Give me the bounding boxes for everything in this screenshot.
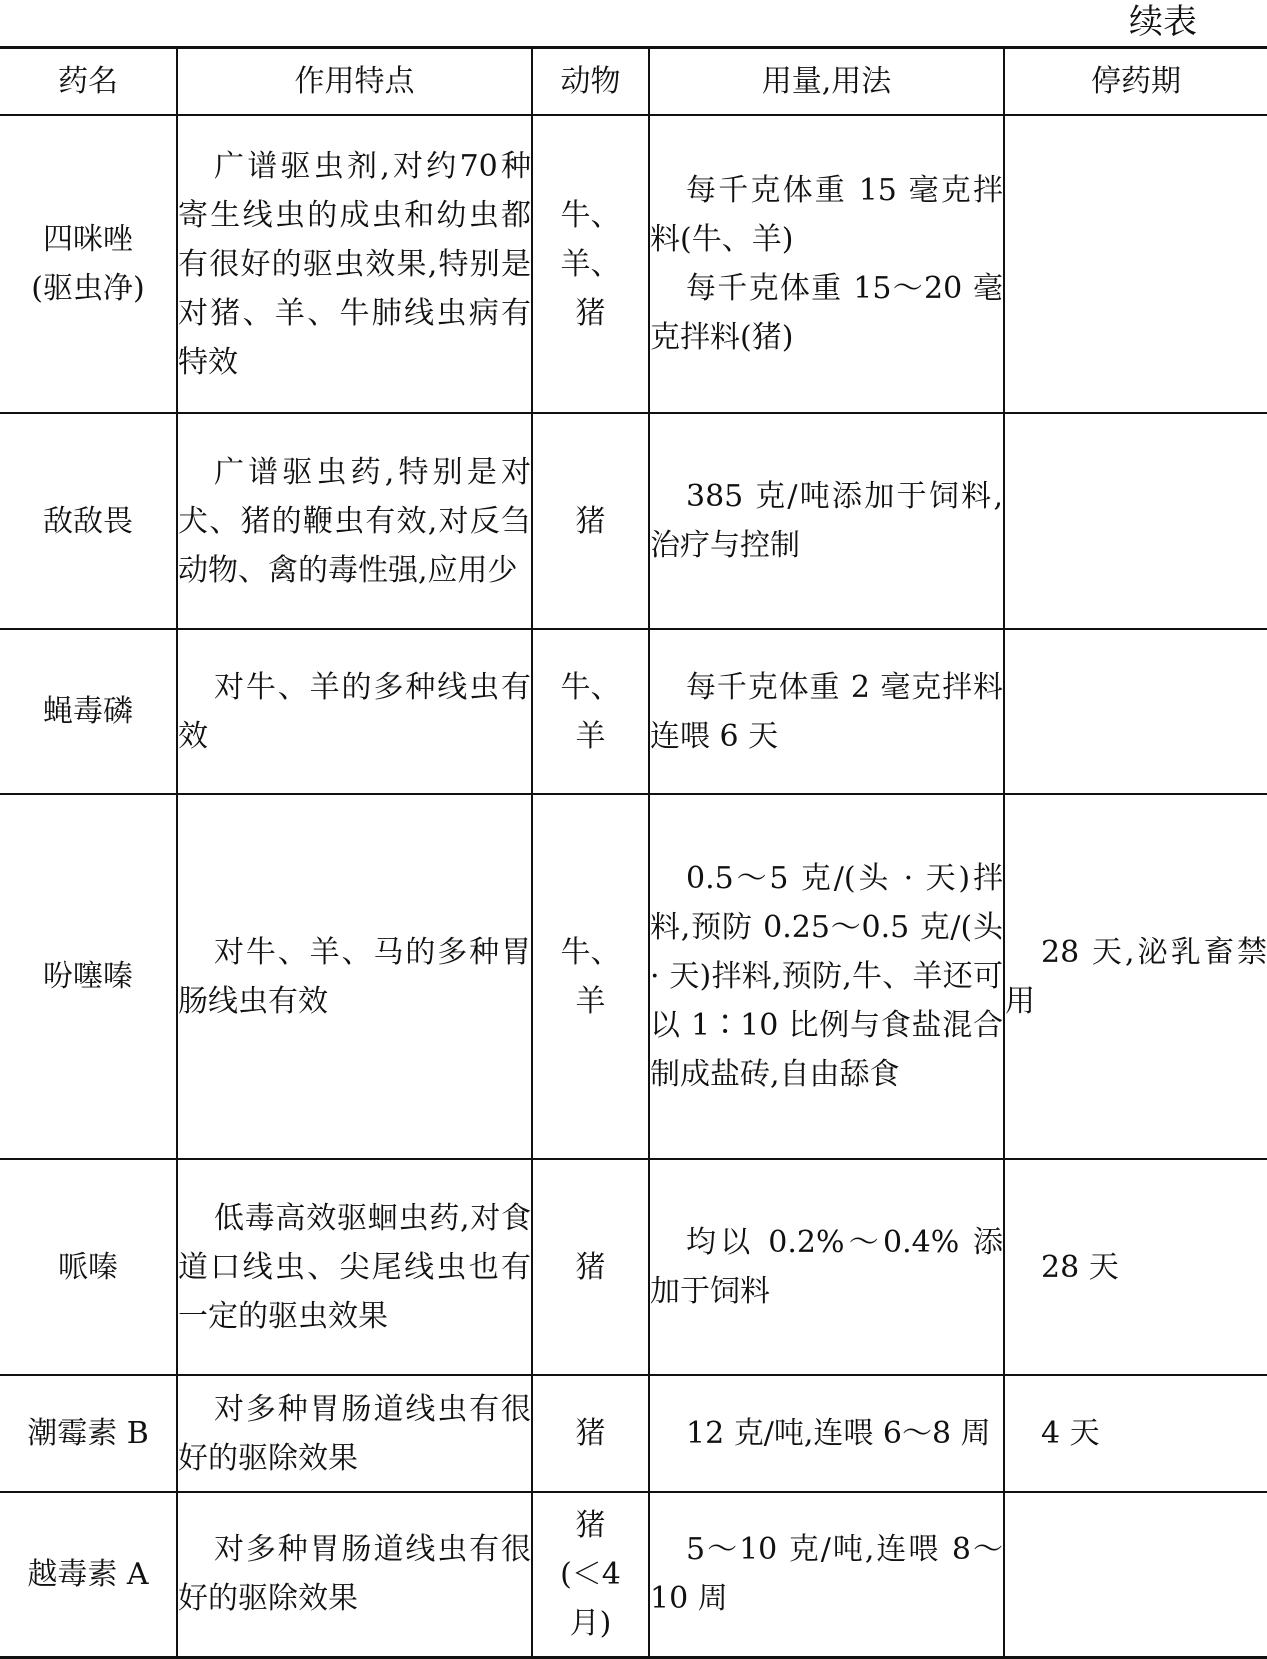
- drug-name-cell: [0, 794, 177, 1159]
- withdrawal-cell: [1004, 413, 1267, 629]
- drug-name-cell: [0, 413, 177, 629]
- features-text: 广谱驱虫药,特别是对犬、猪的鞭虫有效,对反刍动物、禽的毒性强,应用少: [178, 454, 531, 588]
- animal-text: 猪: [575, 1416, 606, 1451]
- animal-cell: [532, 1492, 649, 1657]
- features-cell: [177, 413, 532, 629]
- dosage-cell: [649, 1492, 1004, 1657]
- drug-name-cell: [0, 1159, 177, 1375]
- drug-name: 四咪唑: [43, 222, 133, 257]
- dosage-text: 每千克体重 2 毫克拌料连喂 6 天: [650, 669, 1003, 754]
- dosage-cell: [649, 413, 1004, 629]
- drug-name: 吩噻嗪: [43, 959, 133, 994]
- dosage-cell: [649, 1375, 1004, 1492]
- animal-text: 月): [569, 1605, 612, 1641]
- header-features: 作用特点: [177, 48, 532, 116]
- drug-table: [0, 46, 1267, 1659]
- dosage-cell: [649, 629, 1004, 794]
- dosage-text: 每千克体重 15～20 毫克拌料(猪): [650, 271, 1003, 355]
- header-name: 药名: [0, 48, 177, 116]
- drug-name-cell: [0, 1375, 177, 1492]
- animal-text: 羊: [575, 983, 606, 1019]
- drug-name-cell: [0, 115, 177, 413]
- header-dosage: 用量,用法: [649, 48, 1004, 116]
- withdrawal-cell: [1004, 1492, 1267, 1657]
- animal-text: 牛、: [560, 669, 621, 705]
- animal-text: 羊: [575, 718, 606, 754]
- animal-cell: [532, 794, 649, 1159]
- table-row: [0, 1375, 1267, 1492]
- animal-text: 猪: [575, 503, 606, 539]
- dosage-text: 5～10 克/吨,连喂 8～10 周: [650, 1532, 1003, 1617]
- withdrawal-text: 28 天: [1041, 1249, 1119, 1285]
- features-cell: [177, 1492, 532, 1657]
- animal-text: 牛、: [560, 934, 621, 970]
- features-cell: [177, 794, 532, 1159]
- animal-cell: [532, 115, 649, 413]
- drug-name: 敌敌畏: [43, 503, 133, 539]
- dosage-text: 0.5～5 克/(头 · 天)拌料,预防 0.25～0.5 克/(头 · 天)拌料,预防,牛、羊还可以 1∶10 比例与食盐混合制成盐砖,自由舔食: [650, 861, 1003, 1092]
- drug-name: 蝇毒磷: [43, 694, 133, 729]
- dosage-text: 均以 0.2%～0.4% 添加于饲料: [650, 1225, 1003, 1309]
- withdrawal-cell: [1004, 794, 1267, 1159]
- table-row: [0, 794, 1267, 1159]
- features-text: 对多种胃肠道线虫有很好的驱除效果: [178, 1391, 531, 1476]
- animal-cell: [532, 629, 649, 794]
- drug-name-cell: [0, 629, 177, 794]
- header-row: [0, 48, 1267, 116]
- header-animal: 动物: [532, 48, 649, 116]
- animal-cell: [532, 413, 649, 629]
- animal-text: 羊、: [560, 246, 621, 282]
- withdrawal-cell: [1004, 629, 1267, 794]
- drug-name: 哌嗪: [58, 1249, 118, 1285]
- animal-text: 猪: [575, 1249, 606, 1285]
- withdrawal-cell: [1004, 1159, 1267, 1375]
- animal-text: 猪: [575, 295, 606, 331]
- table-row: [0, 115, 1267, 413]
- dosage-cell: [649, 1159, 1004, 1375]
- dosage-cell: [649, 115, 1004, 413]
- features-text: 对牛、羊的多种线虫有效: [178, 669, 531, 754]
- features-text: 低毒高效驱蛔虫药,对食道口线虫、尖尾线虫也有一定的驱虫效果: [178, 1200, 531, 1334]
- features-cell: [177, 1375, 532, 1492]
- features-text: 对牛、羊、马的多种胃肠线虫有效: [178, 934, 531, 1019]
- features-cell: [177, 629, 532, 794]
- table-row: [0, 1492, 1267, 1657]
- features-text: 广谱驱虫剂,对约70种寄生线虫的成虫和幼虫都有很好的驱虫效果,特别是对猪、羊、牛肺线虫病有特效: [178, 148, 531, 380]
- drug-name: 越毒素 A: [27, 1556, 149, 1592]
- animal-text: (＜4: [560, 1556, 621, 1592]
- withdrawal-text: 4 天: [1041, 1416, 1100, 1451]
- animal-text: 猪: [575, 1507, 606, 1543]
- features-text: 对多种胃肠道线虫有很好的驱除效果: [178, 1532, 531, 1617]
- features-cell: [177, 115, 532, 413]
- drug-alias: (驱虫净): [31, 271, 145, 306]
- withdrawal-cell: [1004, 115, 1267, 413]
- header-withdrawal: 停药期: [1004, 48, 1267, 116]
- drug-name-cell: [0, 1492, 177, 1657]
- table-row: [0, 1159, 1267, 1375]
- continued-label: 续表: [1129, 2, 1197, 42]
- animal-cell: [532, 1375, 649, 1492]
- dosage-cell: [649, 794, 1004, 1159]
- animal-text: 牛、: [560, 197, 621, 233]
- withdrawal-cell: [1004, 1375, 1267, 1492]
- table-row: [0, 629, 1267, 794]
- drug-name: 潮霉素 B: [27, 1416, 149, 1451]
- withdrawal-text: 28 天,泌乳畜禁用: [1005, 934, 1267, 1019]
- dosage-text: 12 克/吨,连喂 6～8 周: [686, 1416, 991, 1451]
- features-cell: [177, 1159, 532, 1375]
- table-row: [0, 413, 1267, 629]
- dosage-text: 385 克/吨添加于饲料,治疗与控制: [650, 479, 1003, 563]
- animal-cell: [532, 1159, 649, 1375]
- dosage-text: 每千克体重 15 毫克拌料(牛、羊): [650, 173, 1003, 257]
